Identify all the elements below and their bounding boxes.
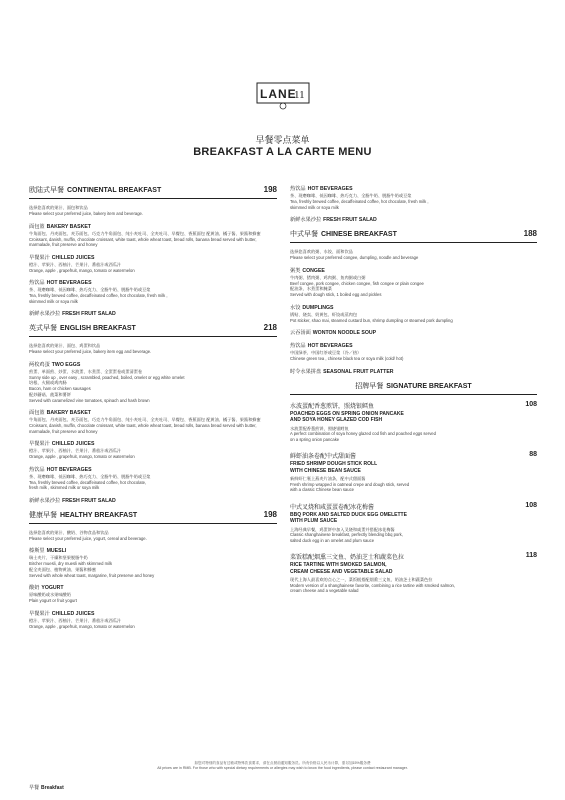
- item-title-en: CREAM CHEESE AND VEGETABLE SALAD: [290, 568, 393, 575]
- section-header: [290, 229, 537, 243]
- item-title-en: WITH CHINESE BEAN SAUCE: [290, 467, 361, 474]
- item-desc-en: cream cheese and a vegetable salad: [290, 588, 359, 593]
- continental-breakfast-section: [29, 185, 277, 317]
- item-title-en: YOGURT: [41, 585, 64, 591]
- item-title-en: TWO EGGS: [51, 361, 81, 368]
- item-title-en: CHILLED JUICES: [51, 254, 95, 261]
- section-title-en: ENGLISH BREAKFAST: [60, 325, 136, 332]
- section-price: 198: [263, 509, 277, 519]
- item-desc-zh: 牛角面包、丹麦面包、麦芬面包、巧克力牛角面包、纯小麦吐司、全麦吐司、早餐包、香蕉面包 配黄油、橘子酱、果酱和蜂蜜: [29, 230, 261, 236]
- item-desc-en: Fresh shrimp wrapped in oatmeal crepe and dough stick, served: [290, 481, 410, 487]
- intro-zh: 选择您喜欢的粥、水饺、面和饮品: [290, 249, 353, 254]
- item-title-en: FRIED SHRIMP DOUGH STICK ROLL: [290, 461, 378, 467]
- menu-title-en: BREAKFAST A LA CARTE MENU: [193, 146, 372, 158]
- item-title-zh: 粥类: [290, 267, 301, 274]
- item-title-en: WITH PLUM SAUCE: [290, 518, 338, 524]
- menu-item-fresh-fruit-salad: [29, 310, 277, 317]
- section-price: 218: [263, 323, 277, 332]
- item-desc-zh: 牛角面包、丹麦面包、麦芬面包、巧克力牛角面包、纯小麦吐司、全麦吐司、早餐包、香蕉面包 配黄油、橘子酱、果酱和蜂蜜: [29, 417, 261, 422]
- item-desc-en: Modern version of a shanghainese favorite, combining a rice tartine with smoked salmon,: [290, 582, 456, 588]
- chinese-breakfast-section: [290, 229, 537, 375]
- item-desc-en: Bacon, ham or chicken sausages: [29, 386, 91, 391]
- item-title-zh: 水波蛋配香葱煎饼，照烧银鳕鱼: [290, 402, 375, 410]
- item-price: 118: [525, 552, 537, 559]
- item-desc-en: Classic shanghainese breakfast, perfectly blending bbq pork,: [290, 532, 403, 537]
- footer-tag-zh: 早餐: [29, 785, 40, 791]
- item-title-zh: 新鲜水果沙拉: [29, 497, 61, 504]
- menu-title-zh: 早餐零点菜单: [255, 136, 310, 146]
- item-title-en: AND SOYA HONEY GLAZED COD FISH: [290, 417, 383, 423]
- intro-zh: 选择您喜欢的果汁、酸奶、谷物食品和饮品: [29, 529, 109, 535]
- section-title-zh: 招牌早餐: [355, 381, 384, 390]
- item-title-en: HOT BEVERAGES: [46, 280, 92, 286]
- section-title-en: CONTINENTAL BREAKFAST: [67, 187, 162, 194]
- item-title-en: CHILLED JUICES: [51, 441, 95, 447]
- item-desc-en: on a spring onion pancake: [290, 436, 340, 442]
- section-header: [29, 323, 277, 337]
- english-breakfast-section: [29, 323, 277, 504]
- item-title-en: HOT BEVERAGES: [307, 186, 353, 192]
- item-title-zh: 热饮品: [290, 343, 306, 349]
- item-title-en: BAKERY BASKET: [46, 223, 91, 230]
- section-header: [29, 510, 277, 524]
- menu-item-chilled-juices: [29, 610, 277, 630]
- item-desc-en: Pot sticker, shao mai, steamed custard bun, shrimp dumpling or steamed pork dumpling: [290, 317, 453, 323]
- item-desc-zh: 配炒蘑菇、菠菜和薯饼: [29, 391, 71, 397]
- intro-en: Please select your preferred juice, yogurt, cereal and beverage.: [29, 535, 147, 541]
- item-title-zh: 面包篮: [29, 223, 45, 230]
- signature-item: [290, 451, 537, 493]
- item-title-zh: 热饮品: [290, 186, 306, 192]
- item-desc-en: Served with dough stick, 1 boiled egg and pickles: [290, 292, 382, 297]
- signature-item: [290, 401, 537, 443]
- item-title-en: FRESH FRUIT SALAD: [323, 217, 377, 223]
- item-title-en: CHILLED JUICES: [51, 610, 95, 617]
- item-title-en: POACHED EGGS ON SPRING ONION PANCAKE: [290, 410, 404, 417]
- item-desc-en: Sunny side up , over easy , scrambled, poached, boiled, omelet or egg white omelet: [29, 374, 185, 380]
- item-desc-zh: 茶、现磨咖啡、低因咖啡、热巧克力、全脂牛奶、脱脂牛奶或豆浆: [290, 193, 412, 198]
- menu-item-chilled-juices: [29, 254, 277, 274]
- item-title-en: WONTON NOODLE SOUP: [312, 330, 377, 336]
- item-desc-zh: 培根、火腿或鸡肉肠: [29, 380, 67, 385]
- intro-en: Please select your preferred congee, dumpling, noodle and beverage: [290, 255, 419, 260]
- item-desc-en: Tea, freshly brewed coffee, decaffeinated coffee, hot chocolate, fresh milk ,: [29, 293, 168, 298]
- item-desc-zh: 橙汁、苹果汁、西柚汁、芒果汁、番茄汁或西瓜汁: [29, 448, 122, 453]
- item-desc-en: Orange, apple , grapefruit, mango, tomato or watermelon: [29, 623, 135, 629]
- item-desc-en: salted duck egg in an omelet and plum sauce: [290, 537, 375, 543]
- item-title-en: MUESLI: [46, 548, 67, 554]
- item-desc-zh: 牛肉粥、猪肉粥、鸡肉粥、鱼肉粥或白粥: [290, 274, 366, 280]
- item-title-en: BAKERY BASKET: [46, 410, 91, 416]
- item-desc-zh: 锅贴、烧卖、奶黄包、虾饺或蒸肉包: [290, 311, 358, 317]
- item-title-zh: 时令水果拼盘: [290, 368, 322, 375]
- item-desc-en: skimmed milk or soya milk: [290, 204, 339, 210]
- left-column: [29, 185, 277, 635]
- item-desc-zh: 茶、现磨咖啡、低因咖啡、热巧克力、全脂牛奶、脱脂牛奶或豆浆: [29, 473, 151, 479]
- signature-item: [290, 502, 537, 544]
- item-title-zh: 早餐果汁: [29, 610, 50, 617]
- item-title-en: FRESH FRUIT SALAD: [62, 497, 116, 504]
- menu-item-yogurt: [29, 584, 277, 604]
- menu-item-bakery-basket: [29, 223, 277, 248]
- item-desc-zh: 现代上海人最喜欢的点心之一，菜饭糕搭配烟熏三文鱼、奶油芝士和蔬菜色拉: [290, 577, 433, 582]
- item-desc-en: Tea, freshly brewed coffee, decaffeinated coffee, hot chocolate,: [29, 479, 147, 485]
- item-desc-zh: 水波蛋配香葱煎饼，照烧银鳕鱼: [290, 425, 349, 431]
- item-desc-zh: 配油条、水煮蛋和腌菜: [290, 286, 332, 291]
- footer-note-en: All prices are in RMB. For those who with special dietary requirements or allergies may wish to know the food ingredients, please contact restaurant manager.: [157, 766, 408, 770]
- item-title-en: SEASONAL FRUIT PLATTER: [323, 368, 394, 375]
- healthy-breakfast-section: [29, 510, 277, 630]
- item-desc-en: Beef congee, pork congee, chicken congee, fish congee or plain congee: [290, 280, 424, 286]
- healthy-breakfast-continued: [290, 185, 537, 223]
- section-title-zh: 健康早餐: [29, 510, 57, 519]
- item-title-zh: 热饮品: [29, 280, 45, 286]
- section-title-zh: 欧陆式早餐: [29, 186, 64, 194]
- item-title-zh: 早餐果汁: [29, 441, 50, 447]
- item-desc-en: A perfect combination of soya honey glazed cod fish and poached eggs served: [290, 431, 436, 436]
- menu-item-hot-beverages: [290, 185, 537, 210]
- item-title-en: BBQ PORK AND SALTED DUCK EGG OMELETTE: [290, 511, 407, 518]
- item-desc-zh: 中国绿茶、中国红茶或豆浆（冷／热）: [290, 350, 362, 355]
- section-header: [29, 185, 277, 199]
- section-intro: [29, 343, 277, 355]
- signature-item: [290, 552, 537, 594]
- footer-note-zh: 如您对特别的食品有过敏或特殊饮食要求，请在点餐前通知服务员。所有价格以人民币计算，需另加15%服务费: [194, 761, 371, 765]
- item-desc-en: Croissant, danish, muffin, chocolate croissant, white toast, whole wheat toast, bread rolls, banana bread served with butter, marmalade, fruit preserve and honey: [29, 236, 257, 247]
- item-title-zh: 酸奶: [29, 585, 40, 591]
- item-desc-zh: 煎蛋、单面煎、炒蛋、水波蛋、水煮蛋、全蛋蛋卷或蛋清蛋卷: [29, 368, 143, 374]
- item-title-zh: 云吞汤面: [290, 330, 311, 336]
- footer-tag-en: Breakfast: [41, 785, 64, 791]
- logo-number: 11: [294, 89, 305, 101]
- menu-item-hot-beverages: [290, 342, 537, 362]
- intro-en: Please select your preferred juice, bakery item egg and beverage.: [29, 349, 152, 354]
- item-desc-zh: 茶、现磨咖啡、低因咖啡、热巧克力、全脂牛奶、脱脂牛奶或豆浆: [29, 287, 151, 292]
- item-desc-en: Served with whole wheat toast, margarine, fruit preserve and honey: [29, 572, 155, 578]
- footer-note: [0, 761, 565, 771]
- item-title-zh: 鲜虾油条卷配中式甜面酱: [290, 453, 357, 460]
- item-price: 108: [525, 400, 537, 408]
- menu-item-dumplings: [290, 304, 537, 324]
- section-title-en: SIGNATURE BREAKFAST: [386, 382, 472, 390]
- item-price: 108: [525, 501, 537, 509]
- item-desc-en: Orange, apple , grapefruit, mango, tomato or watermelon: [29, 267, 135, 273]
- item-desc-en: fresh milk , skimmed milk or soya milk: [29, 485, 100, 490]
- menu-item-fresh-fruit-salad: [290, 216, 537, 223]
- item-title-en: CONGEE: [302, 267, 325, 274]
- menu-item-two-eggs: [29, 361, 277, 404]
- section-header: [290, 381, 537, 395]
- item-title-zh: 菜饭糕配烟熏三文鱼、奶油芝士和蔬菜色拉: [290, 554, 405, 561]
- item-desc-zh: 瑞士麦片、干燥和坚果脱脂牛奶: [29, 555, 88, 560]
- item-desc-zh: 配全麦面包、植物黄油、果酱和蜂蜜: [29, 566, 97, 572]
- signature-breakfast-section: [290, 381, 537, 594]
- menu-item-muesli: [29, 547, 277, 578]
- item-title-zh: 两枚鸡蛋: [29, 361, 50, 368]
- item-desc-zh: 橙汁、苹果汁、西柚汁、芒果汁、番茄汁或西瓜汁: [29, 261, 122, 267]
- item-desc-en: Tea, freshly brewed coffee, decaffeinated coffee, hot chocolate, fresh milk ,: [290, 199, 429, 204]
- right-column: [290, 185, 537, 603]
- item-title-en: RICE TARTINE WITH SMOKED SALMON,: [290, 562, 387, 568]
- intro-zh: 选择您喜欢的果汁、面包、鸡蛋和饮品: [29, 343, 101, 348]
- item-title-zh: 新鲜水果沙拉: [29, 311, 61, 317]
- item-desc-en: Served with caramelized vine tomatoes, spinach and hash brown: [29, 397, 150, 403]
- intro-zh: 选择您喜欢的果汁、面包和饮品: [29, 205, 88, 210]
- item-price: 88: [529, 451, 537, 458]
- menu-item-bakery-basket: [29, 409, 277, 434]
- item-desc-en: Orange, apple , grapefruit, mango, tomato or watermelon: [29, 454, 135, 459]
- item-title-en: HOT BEVERAGES: [307, 343, 353, 349]
- item-desc-zh: 新鲜虾仁裹上燕麦片油条，配中式甜面酱: [290, 476, 366, 481]
- item-desc-en: skimmed milk or soya milk: [29, 298, 78, 304]
- section-intro: [29, 205, 277, 217]
- item-desc-zh: 原味酸奶或水果味酸奶: [29, 592, 71, 597]
- section-price: 198: [263, 185, 277, 194]
- menu-item-wonton-noodle-soup: [290, 329, 537, 336]
- item-desc-en: Bircher muesli, dry muesli with skimmed milk: [29, 561, 113, 566]
- menu-item-congee: [290, 267, 537, 298]
- item-title-en: DUMPLINGS: [302, 304, 334, 311]
- menu-item-hot-beverages: [29, 279, 277, 304]
- item-title-zh: 中式叉烧和咸蛋蛋卷配冰花梅酱: [290, 503, 375, 511]
- item-title-zh: 新鲜水果沙拉: [290, 217, 322, 223]
- item-title-en: HOT BEVERAGES: [46, 466, 92, 473]
- section-title-zh: 英式早餐: [29, 324, 57, 332]
- item-title-zh: 面包篮: [29, 410, 45, 416]
- item-title-zh: 早餐果汁: [29, 254, 50, 261]
- menu-item-chilled-juices: [29, 440, 277, 460]
- section-title-zh: 中式早餐: [290, 230, 318, 238]
- section-title-en: CHINESE BREAKFAST: [321, 231, 397, 238]
- item-desc-en: Chinese green tea , chinese black tea or soya milk (cold/ hot): [290, 356, 404, 361]
- item-desc-en: Plain yogurt or fruit yogurt: [29, 598, 77, 603]
- lane11-logo: [256, 80, 310, 110]
- section-intro: [29, 530, 277, 542]
- footer-tag: [29, 784, 64, 791]
- item-desc-zh: 上海经典早餐，鸡蛋饼中加入叉烧和咸蛋并搭配冰花梅酱: [290, 526, 395, 532]
- menu-item-fresh-fruit-salad: [29, 497, 277, 504]
- section-intro: [290, 249, 537, 261]
- item-title-en: FRESH FRUIT SALAD: [62, 311, 116, 317]
- menu-item-hot-beverages: [29, 466, 277, 491]
- section-title-en: HEALTHY BREAKFAST: [60, 511, 138, 519]
- menu-item-seasonal-fruit-platter: [290, 368, 537, 375]
- item-title-zh: 水饺: [290, 304, 301, 311]
- logo-text: LANE: [260, 87, 297, 101]
- section-price: 188: [523, 229, 537, 238]
- item-desc-zh: 橙汁、苹果汁、西柚汁、芒果汁、番茄汁或西瓜汁: [29, 617, 122, 623]
- item-title-zh: 榛斯里: [29, 548, 45, 554]
- item-title-zh: 热饮品: [29, 466, 45, 473]
- item-desc-en: with a classic Chinese bean sauce: [290, 487, 355, 492]
- item-desc-en: Croissant, danish, muffin, chocolate croissant, white toast, whole wheat toast, bread rolls, banana bread served with butter, marmalade, fruit preserve and honey: [29, 423, 257, 434]
- intro-en: Please select your preferred juice, bakery item and beverage.: [29, 211, 144, 216]
